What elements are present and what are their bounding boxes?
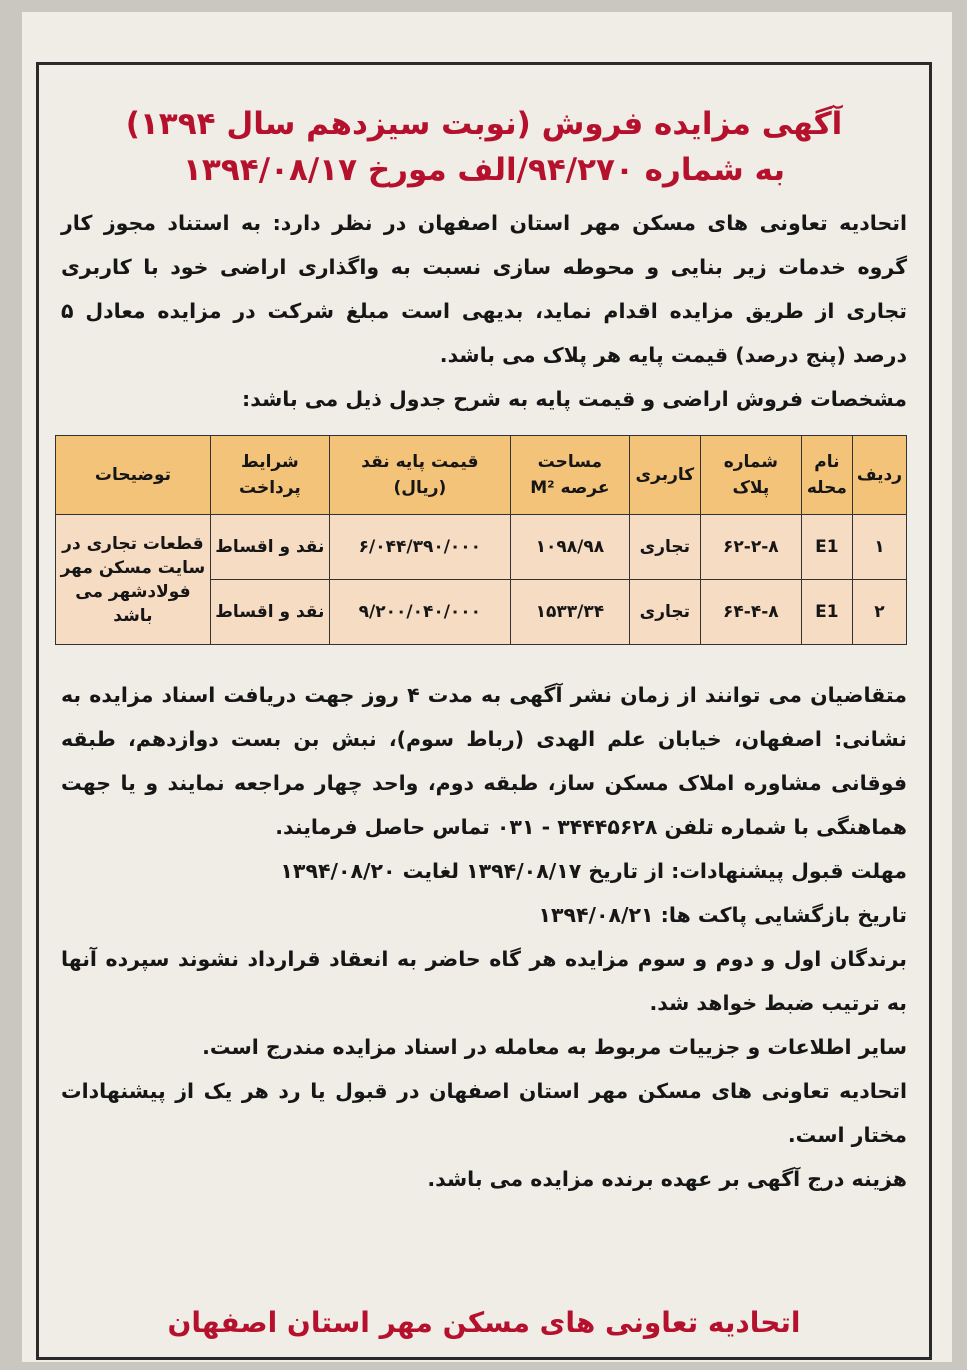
intro-paragraph: اتحادیه تعاونی های مسکن مهر استان اصفهان در نظر دارد: به استناد مجوز کار گروه خدمات زیر بنایی و محوطه سازی نسبت به واگذاری اراضی خود با کاربری تجاری از طریق مزایده اقدام نماید، بدیهی است مبلغ شرکت در مزایده معادل ۵ درصد (پنج درصد) قیمت پایه هر پلاک می باشد.: [61, 211, 907, 367]
cell-gheymat: ۶/۰۴۴/۳۹۰/۰۰۰: [329, 515, 510, 580]
cell-mahal: E1: [801, 515, 852, 580]
title-line-1: آگهی مزایده فروش (نوبت سیزدهم سال ۱۳۹۴): [125, 106, 843, 142]
rights-paragraph: اتحادیه تعاونی های مسکن مهر استان اصفهان در قبول یا رد هر یک از پیشنهادات مختار است.: [61, 1079, 907, 1147]
footer-signature: اتحادیه تعاونی های مسکن مهر استان اصفهان: [167, 1306, 801, 1339]
winners-paragraph: برندگان اول و دوم و سوم مزایده هر گاه حاضر به انعقاد قرارداد نشوند سپرده آنها به ترتیب ضبط خواهد شد.: [61, 947, 907, 1015]
table-row: [56, 515, 907, 580]
table-header-row: [56, 436, 907, 515]
cell-gheymat: ۹/۲۰۰/۰۴۰/۰۰۰: [329, 580, 510, 645]
cell-karbari: تجاری: [629, 580, 700, 645]
cell-radif: ۱: [852, 515, 906, 580]
header-tozihat: توضیحات: [56, 436, 211, 515]
title-line-2: به شماره ۹۴/۲۷۰/الف مورخ ۱۳۹۴/۰۸/۱۷: [183, 152, 785, 188]
cell-sharayet: نقد و اقساط: [210, 515, 329, 580]
cell-masahat: ۱۵۳۳/۳۴: [510, 580, 629, 645]
newspaper-page: [22, 12, 952, 1362]
cell-sharayet: نقد و اقساط: [210, 580, 329, 645]
other-info-paragraph: سایر اطلاعات و جزییات مربوط به معامله در اسناد مزایده مندرج است.: [202, 1035, 907, 1059]
table-intro: مشخصات فروش اراضی و قیمت پایه به شرح جدول ذیل می باشد:: [242, 387, 907, 411]
auction-notice: [36, 62, 932, 1360]
cell-pelak: ۶۲-۲-۸: [700, 515, 801, 580]
plots-table: [55, 435, 907, 645]
cell-tozihat: قطعات تجاری در سایت مسکن مهر فولادشهر می باشد: [56, 515, 211, 645]
header-sharayet: شرایط پرداخت: [210, 436, 329, 515]
header-pelak: شماره پلاک: [700, 436, 801, 515]
address-paragraph: متقاضیان می توانند از زمان نشر آگهی به مدت ۴ روز جهت دریافت اسناد مزایده به نشانی: اصفهان، خیابان علم الهدی (رباط سوم)، نبش بن بست دوازدهم، طبقه فوقانی مشاوره املاک مسکن ساز، طبقه دوم، واحد چهار مراجعه نمایند و یا جهت هماهنگی با شماره تلفن ۳۴۴۴۵۶۲۸ - ۰۳۱ تماس حاصل فرمایند.: [61, 683, 907, 839]
cell-pelak: ۶۴-۴-۸: [700, 580, 801, 645]
cost-paragraph: هزینه درج آگهی بر عهده برنده مزایده می باشد.: [427, 1167, 907, 1191]
cell-mahal: E1: [801, 580, 852, 645]
header-masahat: مساحت عرصه M²: [510, 436, 629, 515]
notice-title: [49, 101, 919, 193]
deadline-paragraph: مهلت قبول پیشنهادات: از تاریخ ۱۳۹۴/۰۸/۱۷ لغایت ۱۳۹۴/۰۸/۲۰: [280, 859, 907, 883]
header-gheymat: قیمت پایه نقد (ریال): [329, 436, 510, 515]
opening-paragraph: تاریخ بازگشایی پاکت ها: ۱۳۹۴/۰۸/۲۱: [538, 903, 907, 927]
header-mahal: نام محله: [801, 436, 852, 515]
header-karbari: کاربری: [629, 436, 700, 515]
cell-karbari: تجاری: [629, 515, 700, 580]
cell-masahat: ۱۰۹۸/۹۸: [510, 515, 629, 580]
cell-radif: ۲: [852, 580, 906, 645]
header-radif: ردیف: [852, 436, 906, 515]
